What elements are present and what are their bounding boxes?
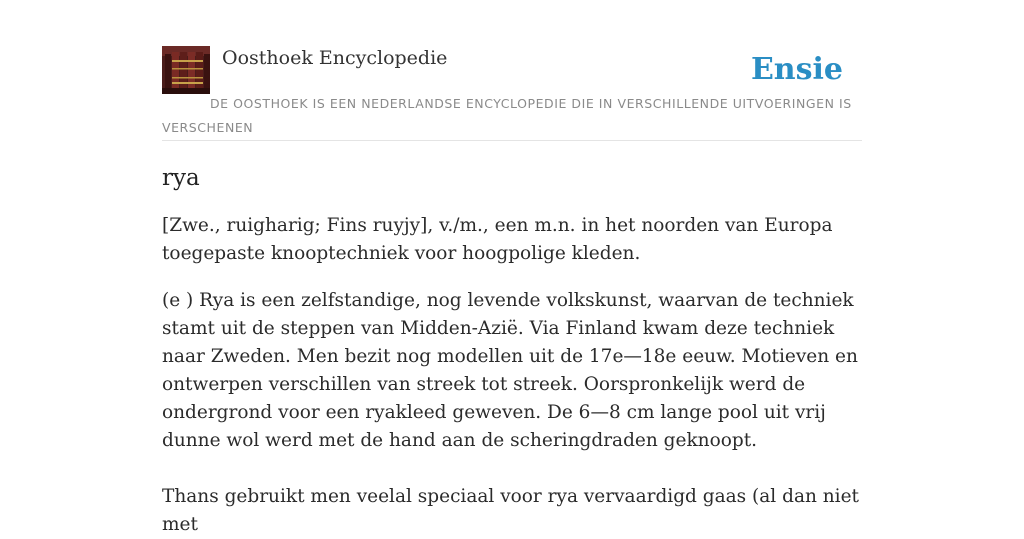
entry-paragraph-history: (e ) Rya is een zelfstandige, nog levende volkskunst, waarvan de techniek stamt uit de steppen van Midden-Azië. Via Finland kwam deze techniek naar Zweden. Men bezit nog modellen uit de 17e—18e eeuw. Motieven en ontwerpen verschillen van streek tot streek. Oorspronkelijk werd de ondergrond voor een ryakleed geweven. De 6—8 cm lange pool uit vrij dunne wol werd met de hand aan de scheringdraden geknoopt. bbox=[162, 290, 858, 451]
site-tagline: DE OOSTHOEK IS EEN NEDERLANDSE ENCYCLOPEDIE DIE IN VERSCHILLENDE UITVOERINGEN IS VERSCHENEN bbox=[162, 96, 852, 135]
ensie-logo-link[interactable]: Ensie bbox=[750, 52, 843, 87]
encyclopedia-books-icon[interactable] bbox=[162, 46, 210, 94]
entry-article bbox=[162, 160, 862, 539]
entry-paragraph-modern: Thans gebruikt men veelal speciaal voor rya vervaardigd gaas (al dan niet met bbox=[162, 486, 859, 535]
site-header bbox=[162, 46, 862, 141]
site-title[interactable]: Oosthoek Encyclopedie bbox=[222, 47, 448, 69]
entry-paragraph-definition: [Zwe., ruigharig; Fins ruyjy], v./m., een m.n. in het noorden van Europa toegepaste knooptechniek voor hoogpolige kleden. bbox=[162, 215, 833, 264]
entry-title: rya bbox=[162, 165, 200, 191]
